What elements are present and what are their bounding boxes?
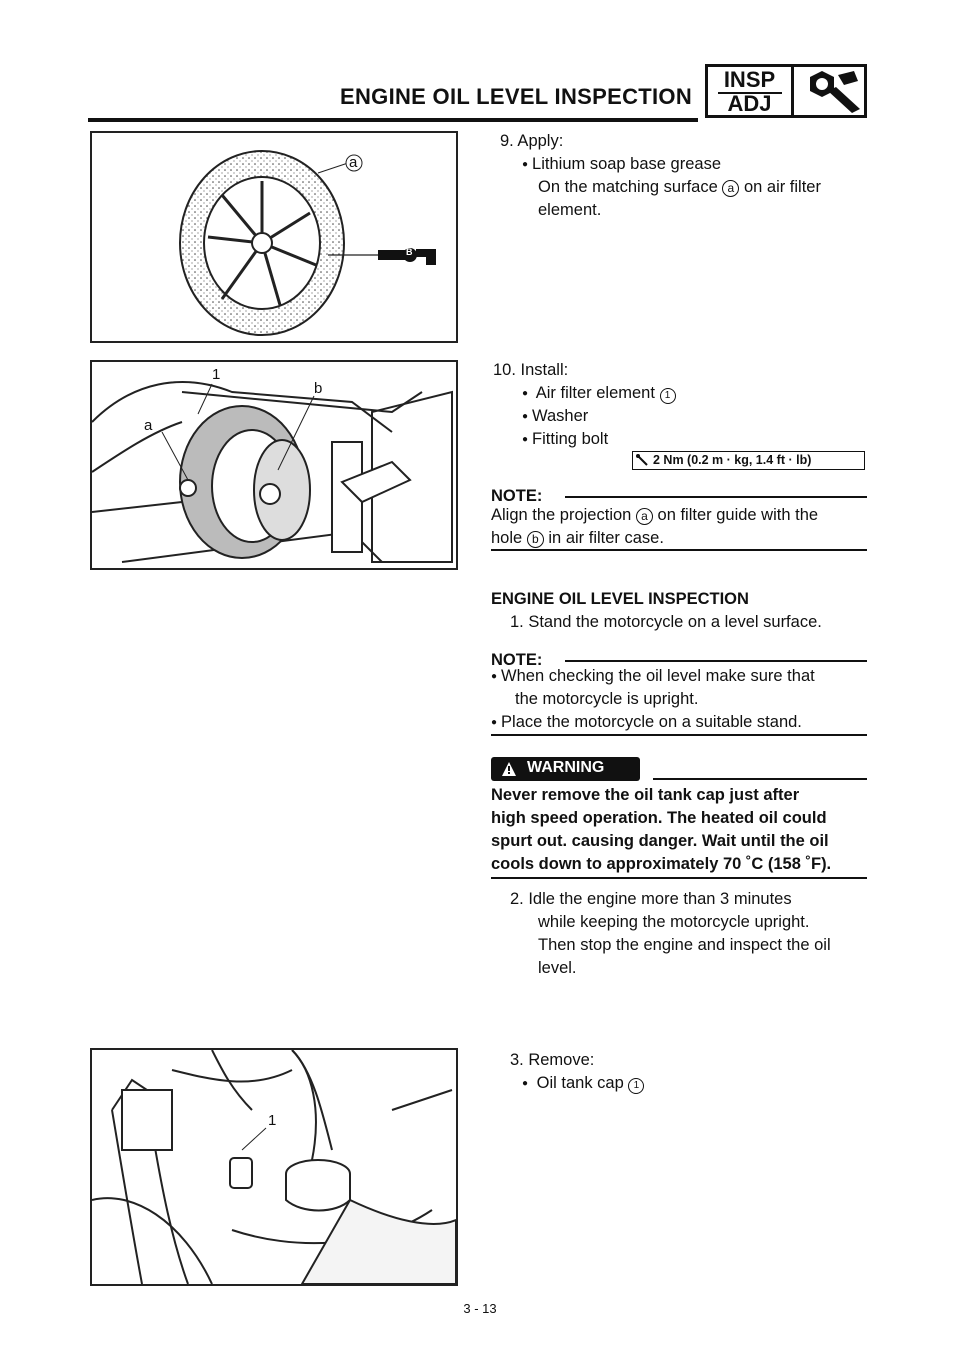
install-illustration bbox=[92, 362, 456, 568]
page-number: 3 - 13 bbox=[463, 1301, 497, 1316]
step-3-heading: 3. Remove: bbox=[510, 1051, 595, 1069]
torque-spec-value: 2 Nm (0.2 m · kg, 1.4 ft · lb) bbox=[653, 453, 812, 467]
warning-badge bbox=[491, 757, 640, 781]
wrench-icon bbox=[796, 69, 864, 115]
note-label: NOTE: bbox=[491, 487, 543, 505]
badge-text-box bbox=[708, 67, 794, 115]
section-badge bbox=[705, 64, 867, 118]
warning-rule-bottom bbox=[491, 877, 867, 879]
step-10-heading: 10. Install: bbox=[493, 361, 569, 379]
note2-bullet2: ● Place the motorcycle on a suitable stand. bbox=[491, 711, 802, 736]
figure-label-a: a bbox=[144, 417, 153, 434]
badge-bottom-text: ADJ bbox=[727, 91, 772, 116]
step-9-heading: 9. Apply: bbox=[500, 132, 564, 150]
step-2-line4: level. bbox=[538, 959, 577, 977]
note2-bullet1-line1: ● When checking the oil level make sure that bbox=[491, 665, 815, 690]
torque-spec-box bbox=[632, 451, 865, 470]
warning-rule-top bbox=[653, 778, 867, 780]
note-rule-bottom bbox=[491, 549, 867, 551]
ref-a-circle: a bbox=[722, 180, 739, 197]
torque-wrench-icon bbox=[635, 453, 649, 467]
step-9-line1-end: on air filter bbox=[743, 178, 821, 196]
ref-1-circle: 1 bbox=[660, 388, 676, 404]
ref-b-circle: b bbox=[527, 531, 544, 548]
step-10-item3: ● Fitting bolt bbox=[522, 428, 608, 453]
warning-line1: Never remove the oil tank cap just after bbox=[491, 786, 800, 804]
ref-a-circle: a bbox=[636, 508, 653, 525]
warning-line3: spurt out. causing danger. Wait until the oil bbox=[491, 832, 829, 850]
note-label-2: NOTE: bbox=[491, 651, 543, 669]
step-10-item1-text: Air filter element bbox=[535, 384, 655, 402]
warning-triangle-icon bbox=[501, 761, 517, 777]
note-rule-top bbox=[565, 496, 867, 498]
note-text-1a: Align the projection bbox=[491, 506, 632, 524]
step-2-line3: Then stop the engine and inspect the oil bbox=[538, 936, 831, 954]
figure-label-a: a bbox=[349, 154, 358, 171]
figure-oil-tank-cap bbox=[90, 1048, 458, 1286]
header-rule bbox=[88, 118, 698, 122]
air-filter-illustration bbox=[92, 133, 456, 341]
note-text-1b: on filter guide with the bbox=[657, 506, 819, 524]
note-text-line2 bbox=[491, 527, 664, 550]
step-3-item bbox=[522, 1072, 644, 1097]
step-9-line2: element. bbox=[538, 201, 602, 219]
figure-label-b: B bbox=[406, 247, 413, 257]
step-10-item1 bbox=[522, 382, 676, 407]
note-text-2a: hole bbox=[491, 529, 523, 547]
step-3-item-text: Oil tank cap bbox=[536, 1074, 624, 1092]
page-title: ENGINE OIL LEVEL INSPECTION bbox=[340, 84, 693, 109]
note2-rule-top bbox=[565, 660, 867, 662]
note-text-2b: in air filter case. bbox=[548, 529, 664, 547]
badge-top-text: INSP bbox=[723, 67, 776, 92]
figure-air-filter-element bbox=[90, 131, 458, 343]
step-10-item2: ● Washer bbox=[522, 405, 588, 430]
figure-install-filter bbox=[90, 360, 458, 570]
step-9-bullet: ● Lithium soap base grease bbox=[522, 153, 721, 178]
step-2-line2: while keeping the motorcycle upright. bbox=[538, 913, 810, 931]
ref-1-circle: 1 bbox=[628, 1078, 644, 1094]
note2-rule-bottom bbox=[491, 734, 867, 736]
note2-bullet1-line2: the motorcycle is upright. bbox=[515, 690, 699, 708]
section-heading: ENGINE OIL LEVEL INSPECTION bbox=[491, 590, 749, 608]
step-2-line1: 2. Idle the engine more than 3 minutes bbox=[510, 890, 792, 908]
figure-label-1: 1 bbox=[212, 366, 221, 383]
warning-line2: high speed operation. The heated oil could bbox=[491, 809, 827, 827]
figure-label-b: b bbox=[314, 380, 323, 397]
step-9-line1 bbox=[538, 176, 868, 199]
oil-tank-illustration bbox=[92, 1050, 456, 1284]
warning-label: WARNING bbox=[527, 759, 605, 776]
section-step-1: 1. Stand the motorcycle on a level surface. bbox=[510, 613, 822, 631]
step-9-line1-text: On the matching surface bbox=[538, 178, 718, 196]
note-text-line1 bbox=[491, 504, 867, 527]
figure-label-1: 1 bbox=[268, 1112, 277, 1129]
warning-line4: cools down to approximately 70 ˚C (158 ˚F). bbox=[491, 855, 832, 873]
